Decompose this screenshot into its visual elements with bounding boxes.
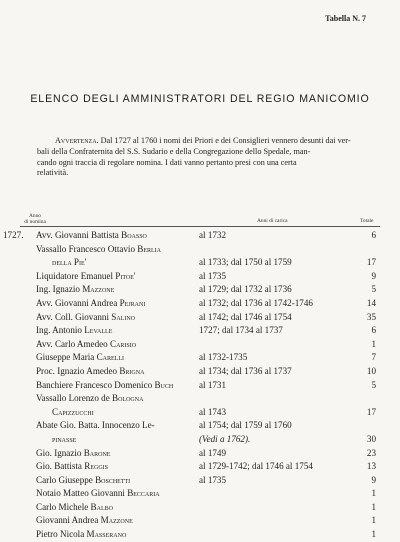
row-total: 1	[371, 529, 376, 540]
row-name: Ing. Antonio Levalle	[36, 325, 113, 336]
row-year: 1727.	[3, 230, 24, 240]
row-years: al 1735	[199, 270, 227, 281]
row-name: Avv. Coll. Giovanni Salino	[36, 311, 136, 322]
column-header-year-line: Anno	[29, 213, 41, 219]
row-name: della Pie'	[52, 257, 87, 268]
column-header-year	[20, 213, 50, 225]
row-total: 6	[371, 230, 376, 240]
table-number-label: Tabella N. 7	[325, 14, 366, 23]
note-line	[37, 136, 368, 147]
row-total: 1	[371, 515, 376, 526]
row-total: 35	[366, 311, 376, 322]
row-name: Liquidatore Emanuel Pitoe'	[36, 270, 136, 281]
row-total: 6	[371, 325, 376, 336]
table-row	[0, 474, 400, 488]
row-years: al 1729; dal 1732 al 1736	[199, 284, 292, 295]
table-row	[0, 243, 400, 257]
note-line: bali della Confraternita del S.S. Sudario e della Congregazione dello Spedale, man-	[37, 146, 311, 156]
table-row	[0, 419, 400, 433]
row-years: al 1742; dal 1746 al 1754	[199, 311, 292, 322]
table-row	[0, 324, 400, 338]
table-row	[0, 297, 400, 311]
table-row	[0, 256, 400, 270]
page-title: ELENCO DEGLI AMMINISTRATORI DEL REGIO MANICOMIO	[30, 93, 370, 105]
row-total: 13	[366, 461, 376, 472]
header-divider	[20, 226, 380, 227]
row-name: Notaio Matteo Giovanni Beccaria	[36, 488, 160, 499]
table-row	[0, 311, 400, 325]
row-years: al 1731	[199, 379, 227, 390]
row-years: al 1743	[199, 406, 227, 417]
row-name: Pietro Nicola Masserano	[36, 529, 127, 540]
row-name: Giuseppe Maria Carelli	[36, 352, 125, 363]
table-row	[0, 270, 400, 284]
row-total: 7	[371, 352, 376, 363]
row-name: Giovanni Andrea Mazzone	[36, 515, 133, 526]
table-row	[0, 283, 400, 297]
row-name: Ing. Ignazio Mazzone	[36, 284, 115, 295]
table-row	[0, 501, 400, 515]
row-total: 17	[366, 406, 376, 417]
row-years: al 1729-1742; dal 1746 al 1754	[199, 461, 313, 472]
row-name: Avv. Giovanni Andrea Pejrani	[36, 297, 146, 308]
note-line: relatività.	[37, 168, 69, 178]
table-row	[0, 379, 400, 393]
row-total: 10	[366, 365, 376, 376]
row-name: Vassallo Francesco Ottavio Berlia	[36, 243, 162, 254]
row-years: al 1732; dal 1736 al 1742-1746	[199, 297, 313, 308]
table-row	[0, 351, 400, 365]
row-name: Gio. Ignazio Barone	[36, 447, 111, 458]
row-total: 9	[371, 474, 376, 485]
row-name: Gio. Battista Reggis	[36, 461, 108, 472]
row-name: Avv. Giovanni Battista Boasso	[36, 230, 147, 240]
row-total: 5	[371, 379, 376, 390]
row-total: 1	[371, 501, 376, 512]
row-years: al 1754; dal 1759 al 1760	[199, 420, 292, 431]
row-total: 23	[366, 447, 376, 458]
note-line: cando ogni traccia di regolare nomina. I dati vanno pertanto presi con una certa	[37, 157, 297, 167]
row-name: pinasse	[52, 433, 77, 444]
note-text: Dal 1727 al 1760 i nomi dei Priori e dei Consiglieri vennero desunti dai ver-	[100, 136, 351, 145]
row-total: 9	[371, 270, 376, 281]
note-lead: Avvertenza.	[55, 136, 99, 145]
row-total: 30	[366, 433, 376, 444]
row-total: 1	[371, 488, 376, 499]
row-years: al 1735	[199, 474, 227, 485]
row-total: 17	[366, 257, 376, 268]
row-name: Vassallo Lorenzo de Bologna	[36, 393, 144, 404]
row-years: al 1732	[199, 230, 227, 240]
table-row	[0, 447, 400, 461]
warning-note	[37, 136, 368, 179]
row-name: Proc. Ignazio Amedeo Brigna	[36, 365, 145, 376]
row-name: Avv. Carlo Amedeo Carisio	[36, 338, 137, 349]
row-years: al 1733; dal 1750 al 1759	[199, 257, 292, 268]
table-row	[0, 528, 400, 542]
table-row	[0, 392, 400, 406]
row-total: 14	[366, 297, 376, 308]
row-name: Abate Gio. Batta. Innocenzo Le-	[36, 420, 155, 431]
administrators-table	[0, 229, 400, 542]
table-row	[0, 229, 400, 243]
row-total: 5	[371, 284, 376, 295]
table-row	[0, 365, 400, 379]
row-name: Capizzucchi	[52, 406, 94, 417]
row-years: al 1732-1735	[199, 352, 248, 363]
column-header-total: Totale	[360, 218, 374, 224]
column-header-year-line: di nomina	[24, 219, 46, 225]
row-name: Carlo Michele Balbo	[36, 501, 113, 512]
table-row	[0, 433, 400, 447]
row-years: al 1734; dal 1736 al 1737	[199, 365, 292, 376]
table-row	[0, 460, 400, 474]
row-years: al 1749	[199, 447, 227, 458]
row-name: Banchiere Francesco Domenico Buch	[36, 379, 174, 390]
table-row	[0, 338, 400, 352]
row-total: 1	[371, 338, 376, 349]
row-name: Carlo Giuseppe Boschetti	[36, 474, 131, 485]
row-years: (Vedi a 1762).	[199, 433, 251, 444]
column-header-years: Anni di carica	[257, 218, 288, 224]
table-row	[0, 514, 400, 528]
table-row	[0, 406, 400, 420]
row-years: 1727; dal 1734 al 1737	[199, 325, 283, 336]
